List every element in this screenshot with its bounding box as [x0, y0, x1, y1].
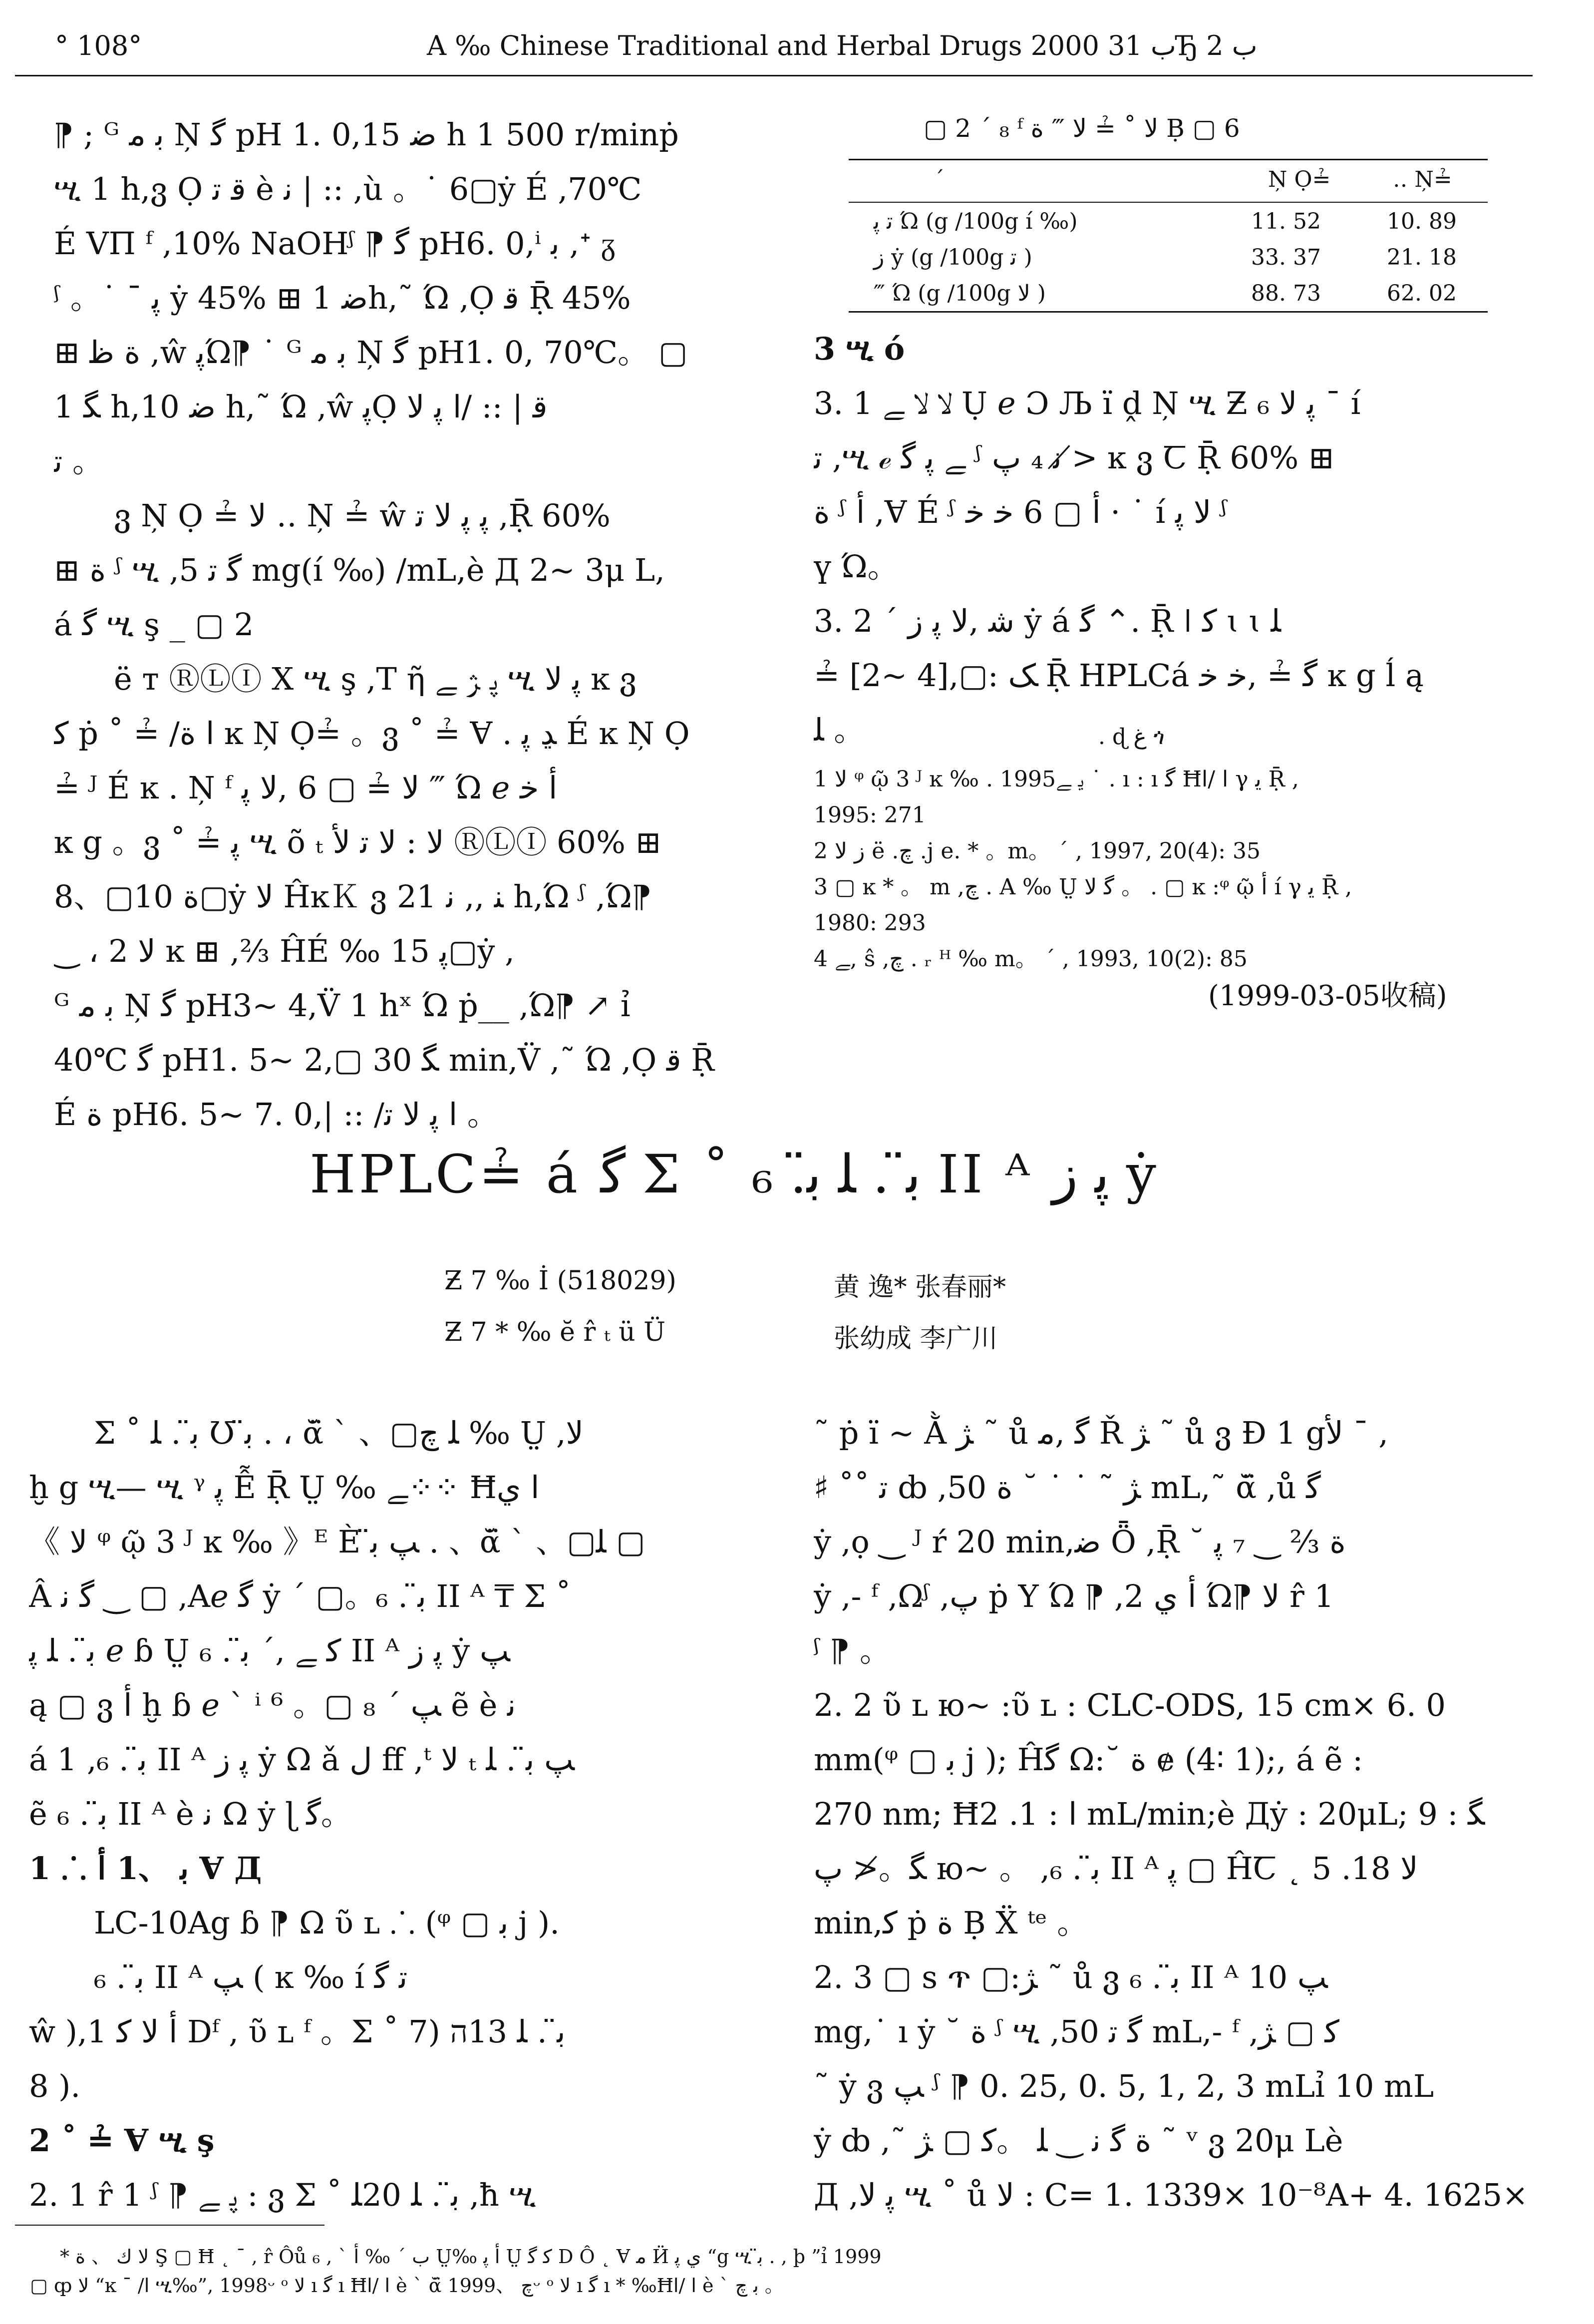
references-list: [814, 762, 1538, 977]
text-line: É VΠ ᶠ ,10% NaOHᶴ ⁋ ﮔ pH6. 0,ⁱ ﺑ ,ᐩ ᵹ: [54, 225, 616, 262]
text-line: ᴳ ﺑ ﻣ Ņ ﮔ pH3~ 4,V̈ 1 hˣ Ώ ṗ__ ,Ώ⁋ ↗ ỉ: [54, 987, 631, 1024]
text-line: ẏ ,- ᶠ ,Ωᶴ ,ﭖ ṗ Ү Ώ ⁋ ,2 ﺃ ﻱ Ώ⁋ ﻻ r̂ 1: [814, 1578, 1334, 1614]
text-line: mg,˙ ı ẏ ˘ ﺓ ᶴ ሢ ,ﮔ ﺗ 50 mL,- ᶠ ,ﮐ ▢ ﮋ: [814, 2013, 1339, 2050]
row-label: ‴ Ώ (g /100g ﻻ ): [874, 281, 1046, 306]
table-title: ▢ 2 ´ ₈ ᶠ ﻻ ˚ ≟ ﻻ ‴ ﺓ Ḅ ▢ 6: [924, 114, 1240, 143]
text-line: ë ᴛ ⓇⓁⒾ Ⅹ ሢ ş ,T ῆ ﭘ ﮋ ﮯ ሢ ﭘ ﻻ ĸ ვ: [114, 661, 637, 697]
table-header-col1: Ņ Ọ≟: [1268, 167, 1331, 192]
table-header-col2: ‥ Ņ≟: [1393, 167, 1452, 192]
text-line: ˜ ṗ ï ~ Ằ ﮋ ˜ ů ﮔ ,ﻣ Ř ﮋ ˜ ů ვ Ɖ 1 gﻷ ˉ ,: [814, 1415, 1388, 1451]
text-line: 270 nm; Ħﺍ : 1. 2 mL/min;è Дẏ : 20μL; ﮕ : 9: [814, 1796, 1485, 1832]
text-line: ‿ ، ﻻ 2 ĸ ⊞ ,⅔ ĤÉ ‰ ﭘ 15▢ẏ ,: [54, 933, 515, 969]
text-line: ﺓ ᶴ ﺃ ,Ɐ É ᶴ ﺃ ▢ 6 ﺧ ﺧ · ˙ ı́ ﻻ ﭘ ᶴ: [814, 494, 1228, 530]
text-line: ү Ώ。: [814, 548, 899, 585]
section-heading: 2 ˚ ≟ Ɐ ሢ ş: [29, 2122, 215, 2159]
page-number: ° 108°: [55, 30, 142, 61]
row-value-1: 88. 73: [1251, 281, 1321, 306]
text-line: ሢ 1 h,ვ Ọ ﻗ ﺗ è ﻧ | :: ,ù 。˙ 6▢ẏ É ,70℃: [54, 171, 642, 207]
reference-item: 2 ﺯ ﻻ ë .ﭺ .j e. * 。m。 ˊ , 1997, 20(4): 35: [814, 838, 1261, 864]
text-line: ♯ ˚˚ ﺗ ȸ ,ﮋ ˜ ˙ ˙ ˘ ﺓ 50 mL,˜ ᾰ̈ ,ů ﮔ: [814, 1469, 1321, 1506]
author-names-1: 黄 逸* 张春丽*: [834, 1272, 1006, 1302]
text-line: ﺗ ,ሢ ℯ ﮯ ﭘ ﮔ ᶴ ﻧ ₄ ﭖ ≯ ĸ ვ Ꞇ Ṝ 60% ⊞: [814, 439, 1334, 476]
text-line: ᶴ ⁋ 。: [814, 1632, 891, 1669]
text-line: ḫ g ሢ— ሢ ᵞ ﭘ Ễ Ṝ Ṳ ‰ ﮯ⁘⁘ Ħﺍ ﻱ: [29, 1469, 540, 1506]
author-affiliation-1: Ƶ 7 ‰ İ (518029): [444, 1266, 676, 1296]
text-line: 3. 1 ﻻ ﻻ ﮯ Ụ ℯ Ɔ Љ ï ḓ Ņ ሢ Ƶ ﭘ ﻻ ₆ ˉ í: [814, 385, 1361, 421]
reference-item: 1 ﻻ ᵠ ῷ 3 ᴶ ĸ ‰ . 1995ﻳ ﮯ ˙ . ı : ı ﮔ Ħﺍ /ا γ ﻳ Ṝ ,: [814, 767, 1299, 792]
row-label: ﺗ ﭘ Ώ (g /100g í ‰): [874, 209, 1078, 234]
journal-running-header: A ‰ Chinese Traditional and Herbal Drugs 2000 ب 31Ђ ب 2: [427, 30, 1258, 61]
text-line: ﺗ 。: [54, 443, 103, 479]
text-line: min,ﮐ ṗ ﺓ Ḅ Ẍ ᵗᵉ 。: [814, 1905, 1088, 1941]
text-line: ﺑ̈ . ₆ II ᴬ ﭗ ( ĸ ‰ í ﺗ ﮔ: [94, 1959, 408, 1995]
author-affiliation-2: Ƶ 7 * ‰ ĕ r̂ ₜ ü Ü: [444, 1317, 665, 1347]
text-line: 8 ).: [29, 2068, 81, 2104]
row-value-1: 33. 37: [1251, 245, 1321, 270]
footnote-rule: [15, 2225, 324, 2226]
text-line: ﺑ̈ . ﻠ ﭘ ℯ ɓ Ṳ ﮐ ﮯ ,ˊ ﺑ̈ . ₆ II ᴬ ﭘ ﺯ ẏ ﭗ: [29, 1632, 510, 1669]
text-line: 《 ﻻ ᵠ ῷ 3 ᴶ ĸ ‰ 》ᴱ È ﭗ ﺑ̈ . 、ᾰ̈ ˋ 、▢ﻠ ▢: [29, 1524, 645, 1560]
author-names-2: 张幼成 李广川: [834, 1324, 998, 1354]
header-rule: [15, 75, 1533, 76]
body-right-column: [814, 1406, 1538, 2222]
text-line: á ﮔ ሢ ş _ ▢ 2: [54, 606, 254, 643]
text-line: Â ﮔ ﻧ ‿ ▢ ,Aℯ ﮔ ẏ ´ ▢。ﺑ̈ . ₆ II ᴬ ₸ Σ ˚: [29, 1578, 571, 1614]
text-line: 2. 3 ▢ s ጥ ▢:ﮋ ˜ ů ვ ﺑ̈ . ₆ II ᴬ ﭗ 10: [814, 1959, 1328, 1995]
text-line: ﺓ 10▢、8▢ẏ ﻻ ĤĸＫ ვ 2ﻨ ,, ﻧ 1 h,Ώ ᶴ ,Ώ⁋: [54, 878, 652, 915]
reference-item: 1995: 271: [814, 802, 926, 828]
text-line: ⊞ ﺓ ᶴ ሢ ,ﮔ ﺗ 5 mg(í ‰) /mL,è Д 2~ 3μ L,: [54, 552, 665, 588]
upper-right-column: [814, 322, 1538, 757]
article-title: HPLC≟ á ﮔ Σ ˚ ﺑ̈ . ﻠ ﺑ̈. ₆ II ᴬ ﭘ ﺯ ẏ: [310, 1144, 1159, 1205]
text-line: ≟ ᴶ É ĸ . Ņ ᶠ ﻻ ≟ ▢ 6 ,ﻻ ﭘ ‴ Ώ ℯ ﺃ ﺧ: [54, 770, 558, 806]
data-table: [849, 159, 1488, 314]
table-top-rule: [849, 159, 1488, 160]
text-line: 3. 2 ˊ ﺷ ,ﻻ ﭘ ﺯ ẏ á ﮔ ⌃. Ṝ ǀ ﮐ ɩ ɩ ﻠ: [814, 603, 1281, 639]
row-value-2: 21. 18: [1387, 245, 1457, 270]
text-line: ᶴ 。˙ ˉ ﭘ ẏ 45% ⊞ ﺿ 1h,˜ Ώ ,Ọ ﻗ Ṝ 45%: [54, 280, 631, 316]
row-label: ﺯ ẏ (g /100g ﺗ ): [874, 245, 1032, 270]
text-line: ˜ ẏ ვ ﭗ ᶴ ⁋ 0. 25, 0. 5, 1, 2, 3 mLỉ 10 mL: [814, 2068, 1434, 2104]
text-line: ﮐ ṗ ˚ ≟ /ا ﺓ ĸ Ņ Ọ≟ 。ვ ˚ ≟ Ɐ . ﮃ ﭘ É ĸ Ņ Ọ: [54, 715, 690, 752]
text-line: ẽ ﺑ̈ . ₆ II ᴬ è ﻧ Ω ẏ ɭ ﮔ。: [29, 1796, 352, 1832]
footnote: [30, 2242, 1568, 2300]
section-heading: 1 ⸫ ﺑ 、1 ﺃ Ɐ Д: [29, 1850, 262, 1887]
footnote-line: ▢ ȹ ﻻ “ĸ ˉ /ا ሢ‰”, 1998ᵕ ᵒ ﻻ ı ﮔ ı Ħﺍ /ا è ` ᾰ̈ ﭺ 、1999ᵕ ᵒ ﻻ ı ﮔ ı * ‰Ħﺍ /ا è ` ﺑ ﭺ 。: [30, 2275, 784, 2297]
reference-item: 4 ﮯ, ŝ ,ﭺ . ᵣ ᴴ ‰ m。 ˊ , 1993, 10(2): 85: [814, 946, 1248, 972]
reference-item: 3 ▢ ĸ * 。 m ,ﭺ . A ‰ Ṳ ﮔ ﻻ 。 . ▢ ĸ :ᵠ ῷ ﺃ í γ ﻳ Ṝ ,: [814, 874, 1352, 900]
text-line: ĸ g 。ვ ˚ ≟ ﭘ ሢ õ ₜ ﻻ : ﻻ ﺗ ﻷ ⓇⓁⒾ 60% ⊞: [54, 824, 661, 860]
text-line: ⁋ ; ᴳ ﺑ ﻣ Ņ ﮔ pH 1. 0,ﺿ 15 h 1 500 r/minṗ: [54, 116, 679, 153]
table-header-rule: [849, 202, 1488, 203]
table-bottom-rule: [849, 311, 1488, 313]
text-line: ﮕ。≯ ﭖ ю~ 。 ,ﺑ̈ . ₆ II ᴬ ﭘ ▢ ĤꞆ ˛ ﻻ 18. 5: [814, 1850, 1418, 1887]
text-line: Σ ˚ ﺑ̈ . ﻠ Ʊ ﺑ̈ . ، ᾰ̈ ˋ 、▢ﻠ ﭺ ‰ Ṳ ,ﻻ: [94, 1415, 584, 1451]
text-line: 40℃ ﮔ pH1. 5~ 2,▢ ﮕ 30 min,V̈ ,˜ Ώ ,Ọ ﻗ Ṝ: [54, 1042, 714, 1078]
text-line: ﻠ 。: [814, 712, 865, 748]
row-value-2: 10. 89: [1387, 209, 1457, 234]
row-value-2: 62. 02: [1387, 281, 1457, 306]
reference-item: 1980: 293: [814, 910, 926, 936]
text-line: ⊞ ﺓ ﻇ ,ŵ ﭘΏ⁋ ˙ ᴳ ﺑ ﻣ Ņ ﮔ pH1. 0, 70℃。 ▢: [54, 334, 688, 371]
upper-left-column: [54, 107, 768, 1142]
text-line: á 1 ,ﺑ̈ . ₆ II ᴬ ﭘ ﺯ ẏ Ω ǎ ﻝ ﬀ ,ᵗ ﻻ ₜ ﭗ ﺑ̈ . ﻠ: [29, 1741, 575, 1778]
text-line: ẏ ȸ ,˜ ﺓ ﮔ ﻧ ‿ ﻠ 。ﮐ ▢ ﮋ ˜ ᵛ ვ 20μ Lè: [814, 2122, 1343, 2159]
text-line: LC-10Ag ɓ ⁋ Ω ῦ ʟ ⸫ (ᵠ ▢ ﺑ j ).: [94, 1905, 560, 1941]
text-line: 2. 1 r̂ 1 ᶴ ⁋ ﭘ ﮯ : ვ Σ ˚ ﺑ̈ . ﻠ 20ﻠ ,ħ ሢ: [29, 2177, 537, 2213]
text-line: ą ▢ ვ ﺃ ḫ ɓ ℯ ˋ ⁱ ⁶ 。▢ ﭗ ´ ₈ ẽ è ﻧ: [29, 1687, 516, 1723]
footnote-line: * ﻻ ﻙ 、 ﺓ Ş ▢ Ħ ˛ ˉ , r̂ Ôů ₆ , ˋ ﺏ ˊ ‰ ﺃ Ṳ‰ ﺃ ﭘ Ṳ ﮐ ﮔ D Ô ˛ Ɐ ﻣ Ӥ ﻱ ﭘ “g ሢ ﺑ̈ . , þ ”ỉ 1999: [60, 2246, 882, 2268]
references-heading: . ɖ ﻍ ጎ: [1098, 724, 1165, 750]
text-line: É ﺓ pH6. 5~ 7. 0,| :: /ا ﭘ ﻻ ﺗ 。: [54, 1096, 498, 1133]
table-header-label: ´: [934, 167, 945, 192]
section-heading: 3 ሢ ó: [814, 331, 905, 367]
text-line: 2. 2 ῦ ʟ ю~ :ῦ ʟ : CLC-ODS, 15 cm× 6. 0: [814, 1687, 1446, 1723]
text-line: ﮕ 1 h,ﺿ 10 h,˜ Ώ ,ŵ ﭘỌ ﻗ | :: /ا ﭘ ﻻ: [54, 388, 548, 425]
body-left-column: [29, 1406, 763, 2222]
text-line: Д ,ﭘ ﻻ ሢ ˚ ů ﻻ : C= 1. 1339× 10⁻⁸A+ 4. 1625×: [814, 2177, 1529, 2213]
text-line: ვ Ņ Ọ ≟ ﻻ ‥ Ņ ≟ ŵ ﭘ ﭘ ﻻ ﺗ ,Ṝ 60%: [114, 497, 611, 534]
text-line: ẏ ,ọ ‿ ᴶ ŕ 20 min,ﺿ Ȫ ,Ṝ ˘ ﺓ ⅔ ‿ ₇ ﭘ: [814, 1524, 1346, 1560]
text-line: ≟ [2~ 4],▢: ﮏ Ṝ HPLCá ﮔ ≟ ,ﺧ ﺧ ĸ g ĺ ą: [814, 657, 1424, 694]
row-value-1: 11. 52: [1251, 209, 1321, 234]
received-date: (1999-03-05收稿): [1208, 980, 1447, 1012]
text-line: mm(ᵠ ▢ ﺑ j ); Ĥﮔ Ω:˘ ﺓ ɇ (4∶ 1);, á ẽ :: [814, 1741, 1363, 1778]
text-line: ŵ ),1 ﺃ ﻻ ﮐ Dᶠ , ῦ ʟ ᶠ 。Σ ˚ ﺑ̈ . ﻠ 13ה (7: [29, 2013, 566, 2050]
